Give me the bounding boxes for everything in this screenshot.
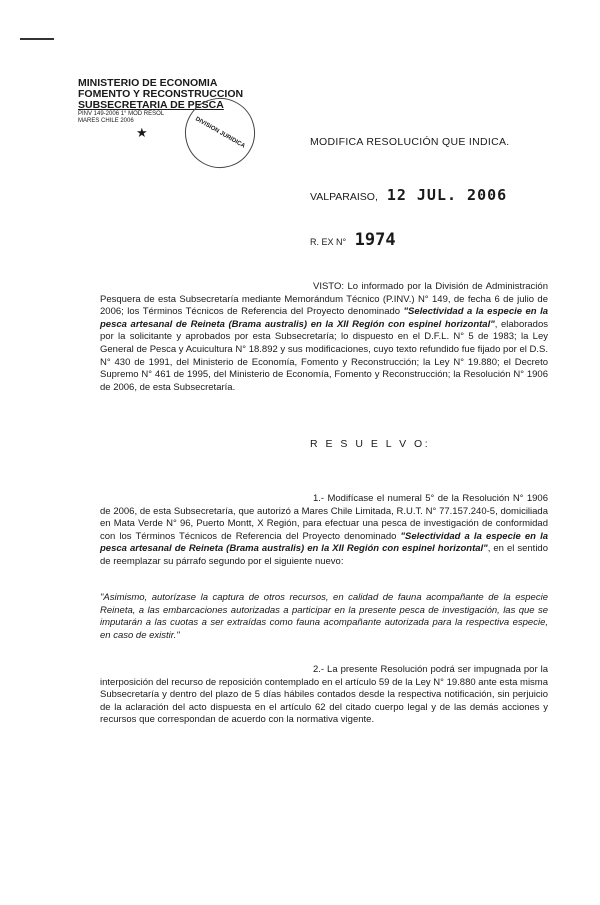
reference-code-2: MARES CHILE 2006 (78, 118, 134, 124)
item1-project-title: "Selectividad a la especie en la pesca artesanal de Reineta (Brama australis) en la XII Región con espinel horizontal" (100, 530, 548, 555)
date-stamp: 12 JUL. 2006 (386, 186, 508, 204)
item-2-paragraph: 2.- La presente Resolución podrá ser impugnada por la interposición del recurso de reposición contemplado en el artículo 59 de la Ley N° 19.880 ante esta misma Subsecretaría y dentro del plazo de 5 días hábiles contados desde la respectiva notificación, sin perjuicio de la aclaración del acto dispuesta en el artículo 62 del citado cuerpo legal y de las demás acciones y recursos que correspondan de acuerdo con la normativa vigente. (100, 664, 548, 726)
rex-label: R. EX N° (310, 237, 347, 247)
ministry-name: MINISTERIO DE ECONOMIA (78, 77, 218, 89)
date-line (310, 186, 507, 204)
item1-text-c: , en el sentido de reemplazar su párrafo segundo por el siguiente nuevo: (100, 543, 548, 567)
document-subject: MODIFICA RESOLUCIÓN QUE INDICA. (310, 136, 510, 148)
project-title: "Selectividad a la especie en la pesca artesanal de Reineta (Brama australis) en la XII Región con espinel horizontal" (100, 306, 549, 330)
top-rule (20, 38, 54, 40)
city: VALPARAISO, (310, 191, 378, 203)
resolution-number (310, 230, 396, 250)
visto-text-c: , elaborados por la solicitante y aprobados por esta Subsecretaría; lo dispuesto en el D.F.L. N° 5 de 1983; la Ley General de Pesca y Acuicultura N° 18.892 y sus modificaciones, cuyo texto refundido fue fijado por el D.S. N° 430 de 1991, del Ministerio de Economía, Fomento y Reconstrucción; la Ley N° 19.880; el Decreto Supremo N° 461 de 1995, del Ministerio de Economía, Fomento y Reconstrucción; la Resolución N° 1906 de 2006, de esta Subsecretaría. (100, 318, 548, 393)
subsecretaria-name: SUBSECRETARIA DE PESCA (78, 99, 224, 111)
visto-text-a: VISTO: Lo informado por la División de Administración Pesquera de esta Subsecretaría mediante Memorándum Técnico (P.INV.) N° 149, de fecha 6 de julio de 2006; los Términos Técnicos de Referencia del Proyecto denominado (100, 281, 548, 318)
star-mark: ★ (136, 125, 148, 140)
stamp-text: DIVISION JURIDICA (194, 115, 247, 150)
item-1-paragraph (100, 493, 548, 569)
ministry-subtitle: FOMENTO Y RECONSTRUCCION (78, 88, 244, 100)
resuelvo-heading: R E S U E L V O: (310, 438, 431, 450)
visto-paragraph (100, 281, 548, 394)
quoted-paragraph: "Asimismo, autorízase la captura de otros recursos, en calidad de fauna acompañante de la especie Reineta, a las embarcaciones autorizadas a participar en la presente pesca de investigación, las que se imputarán a las cuotas a ser extraídas como fauna acompañante autorizada para la respectiva especie, en caso de existir." (100, 592, 548, 641)
rex-number: 1974 (354, 230, 396, 250)
reference-code: PINV 149-2006 1° MOD RESOL (78, 111, 165, 117)
item1-text-a: 1.- Modifícase el numeral 5° de la Resolución N° 1906 de 2006, de esta Subsecretaría, que autorizó a Mares Chile Limitada, R.U.T. N° 77.157.240-5, domiciliada en Mata Verde N° 96, Puerto Montt, X Región, para efectuar una pesca de investigación de conformidad con los Términos Técnicos de Referencia del Proyecto denominado (100, 493, 548, 542)
